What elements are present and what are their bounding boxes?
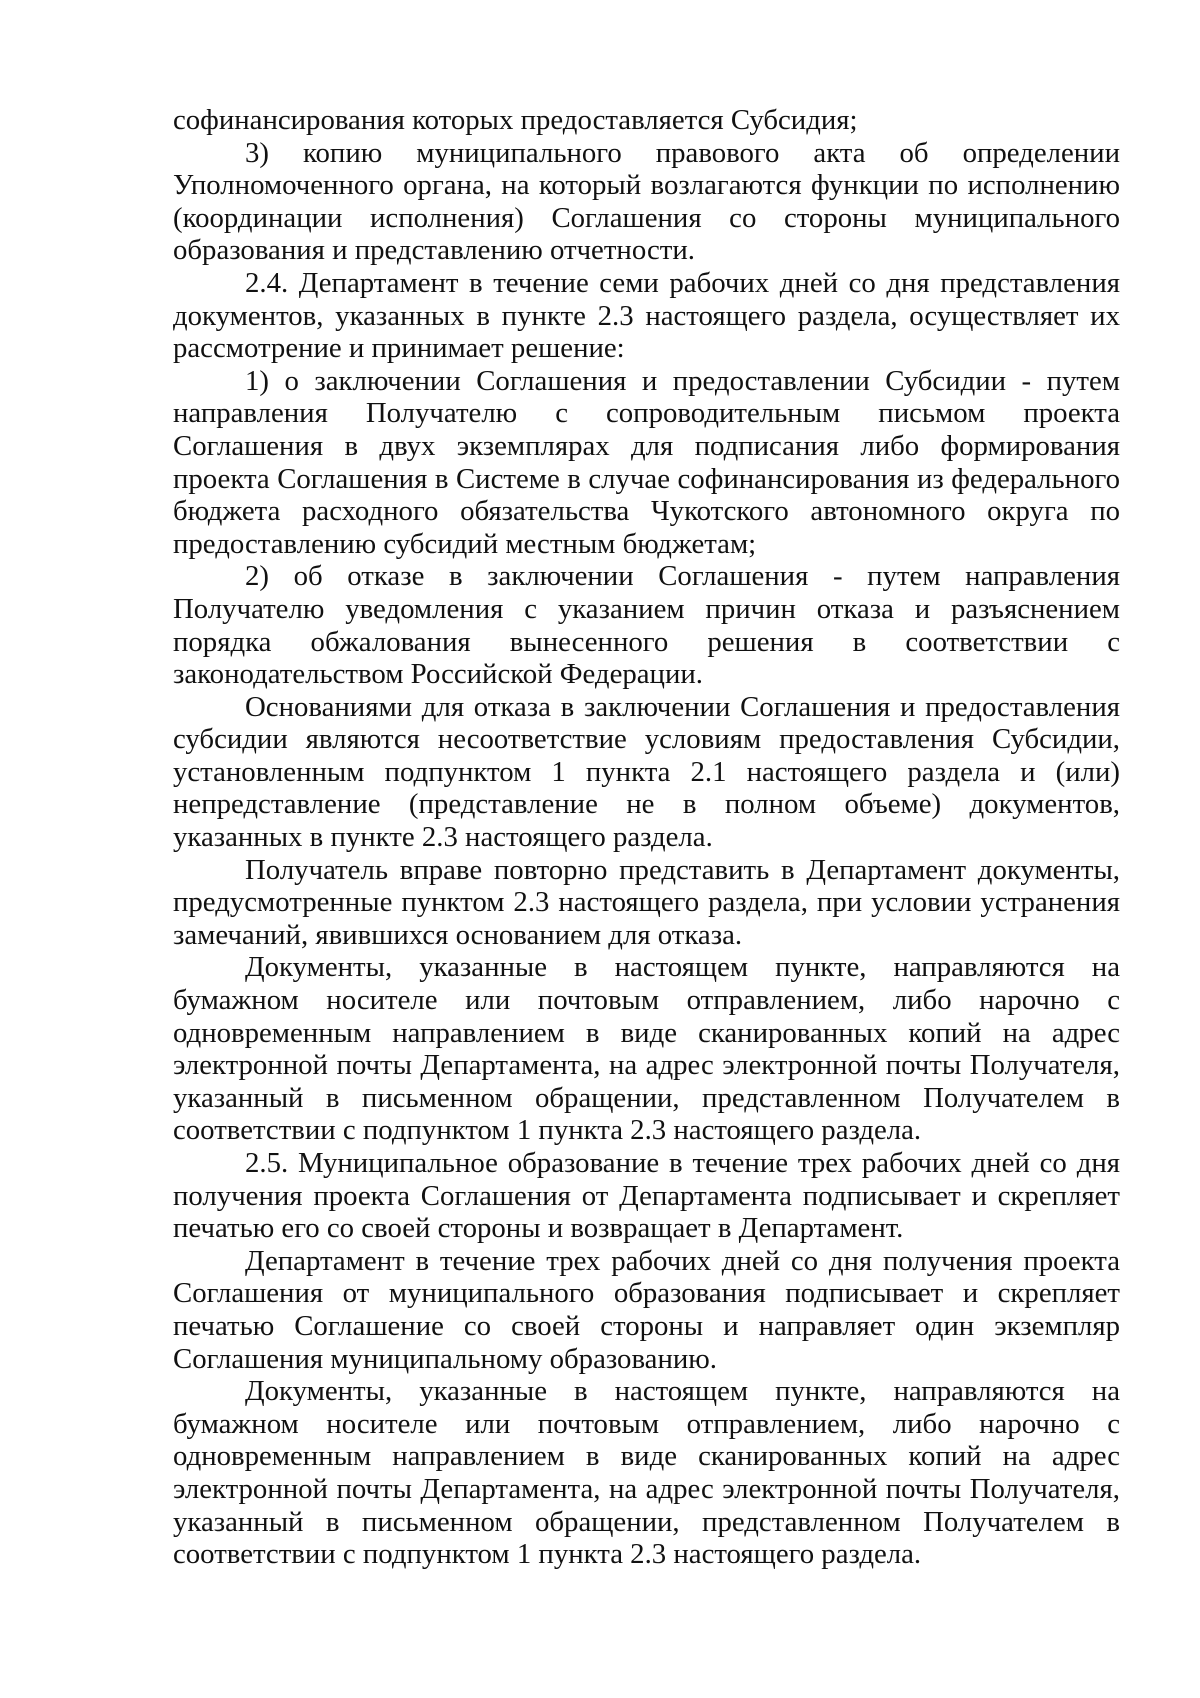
paragraph-documents-delivery-2: Документы, указанные в настоящем пункте, направляются на бумажном носителе или почтовым отправлением, либо нарочно с одновременным направлением в виде сканированных копий на адрес электронной почты Департамента, на адрес электронной почты Получателя, указанный в письменном обращении, представленном Получателем в соответствии с подпунктом 1 пункта 2.3 настоящего раздела.	[173, 1375, 1120, 1571]
paragraph-resubmission: Получатель вправе повторно представить в Департамент документы, предусмотренные пунктом 2.3 настоящего раздела, при условии устранения замечаний, явившихся основанием для отказа.	[173, 853, 1120, 951]
paragraph-decision-1: 1) о заключении Соглашения и предоставлении Субсидии - путем направления Получателю с сопроводительным письмом проекта Соглашения в двух экземплярах для подписания либо формирования проекта Соглашения в Системе в случае софинансирования из федерального бюджета расходного обязательства Чукотского автономного округа по предоставлению субсидий местным бюджетам;	[173, 364, 1120, 560]
paragraph-item-3: 3) копию муниципального правового акта об определении Уполномоченного органа, на который возлагаются функции по исполнению (координации исполнения) Соглашения со стороны муниципального образования и представлению отчетности.	[173, 136, 1120, 267]
document-page	[173, 104, 1120, 1571]
paragraph-continuation: софинансирования которых предоставляется Субсидия;	[173, 104, 858, 136]
paragraph-decision-2: 2) об отказе в заключении Соглашения - путем направления Получателю уведомления с указанием причин отказа и разъяснением порядка обжалования вынесенного решения в соответствии с законодательством Российской Федерации.	[173, 560, 1120, 691]
paragraph-2-4: 2.4. Департамент в течение семи рабочих дней со дня представления документов, указанных в пункте 2.3 настоящего раздела, осуществляет их рассмотрение и принимает решение:	[173, 266, 1120, 365]
paragraph-department-signing: Департамент в течение трех рабочих дней со дня получения проекта Соглашения от муниципального образования подписывает и скрепляет печатью Соглашение со своей стороны и направляет один экземпляр Соглашения муниципальному образованию.	[173, 1244, 1120, 1375]
paragraph-documents-delivery-1: Документы, указанные в настоящем пункте, направляются на бумажном носителе или почтовым отправлением, либо нарочно с одновременным направлением в виде сканированных копий на адрес электронной почты Департамента, на адрес электронной почты Получателя, указанный в письменном обращении, представленном Получателем в соответствии с подпунктом 1 пункта 2.3 настоящего раздела.	[173, 951, 1120, 1147]
paragraph-2-5: 2.5. Муниципальное образование в течение трех рабочих дней со дня получения проекта Соглашения от Департамента подписывает и скрепляет печатью его со своей стороны и возвращает в Департамент.	[173, 1147, 1120, 1245]
paragraph-refusal-grounds: Основаниями для отказа в заключении Соглашения и предоставления субсидии являются несоответствие условиям предоставления Субсидии, установленным подпунктом 1 пункта 2.1 настоящего раздела и (или) непредставление (представление не в полном объеме) документов, указанных в пункте 2.3 настоящего раздела.	[173, 690, 1120, 854]
